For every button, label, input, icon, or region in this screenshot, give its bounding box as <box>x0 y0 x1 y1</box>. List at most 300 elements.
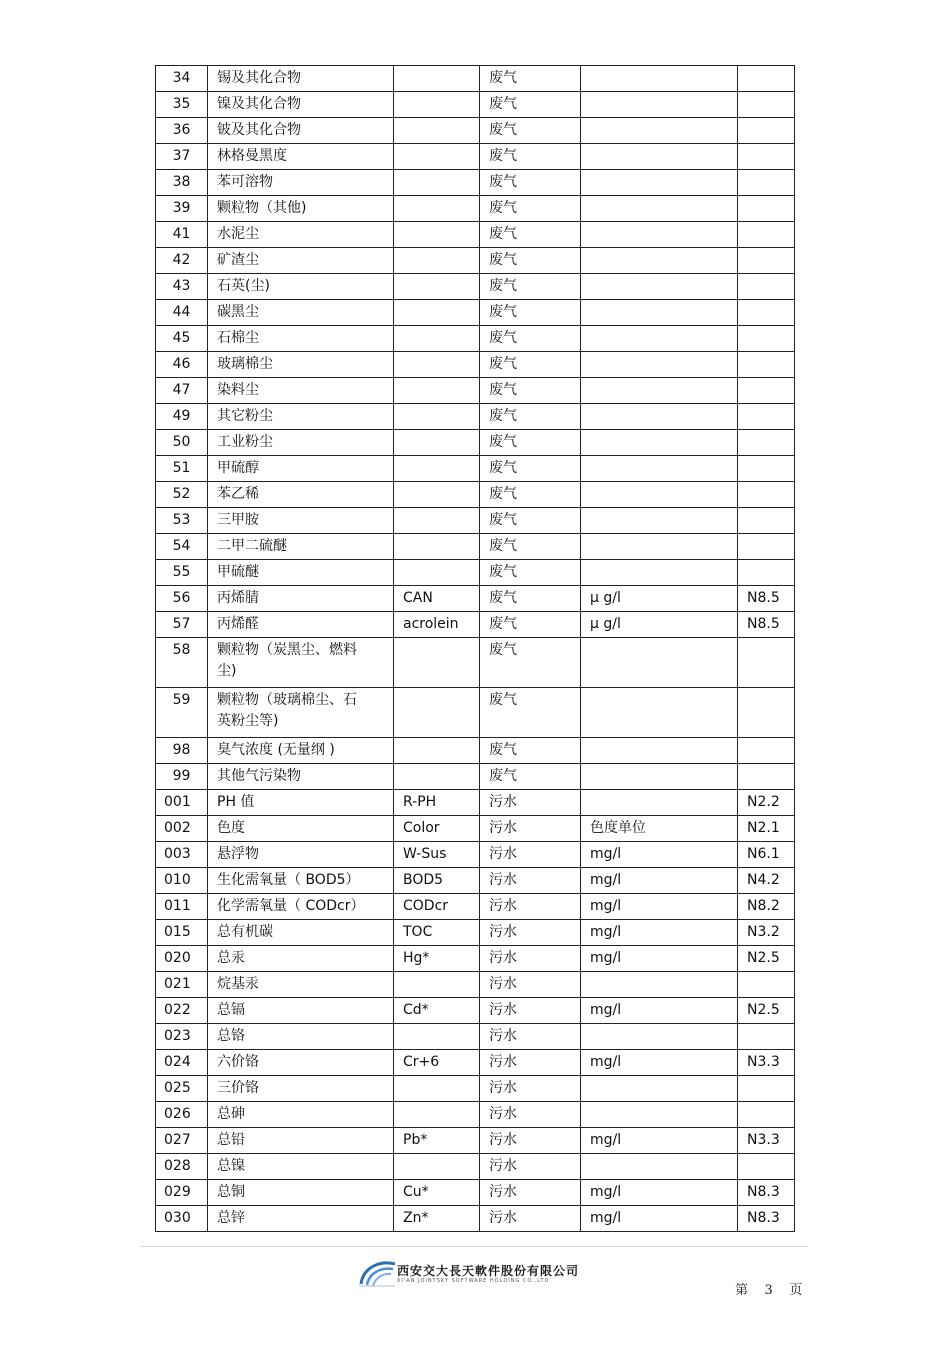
cell-no: 59 <box>156 688 208 738</box>
cell-name: 总镉 <box>208 998 394 1024</box>
table-row <box>156 1050 795 1076</box>
cell-code <box>394 144 480 170</box>
cell-type: 废气 <box>480 534 581 560</box>
table-body <box>156 66 795 1232</box>
cell-name: 颗粒物（玻璃棉尘、石 英粉尘等) <box>208 688 394 738</box>
cell-std: N8.3 <box>738 1206 795 1232</box>
cell-no: 003 <box>156 842 208 868</box>
cell-std: N3.2 <box>738 920 795 946</box>
cell-std: N2.5 <box>738 998 795 1024</box>
cell-no: 55 <box>156 560 208 586</box>
cell-std <box>738 1102 795 1128</box>
cell-unit: mg/l <box>581 842 738 868</box>
cell-name: 丙烯腈 <box>208 586 394 612</box>
cell-std <box>738 482 795 508</box>
table-row <box>156 1128 795 1154</box>
cell-code: Cd* <box>394 998 480 1024</box>
cell-name: 总铬 <box>208 1024 394 1050</box>
cell-type: 污水 <box>480 790 581 816</box>
cell-type: 废气 <box>480 482 581 508</box>
cell-no: 027 <box>156 1128 208 1154</box>
cell-std: N8.5 <box>738 586 795 612</box>
cell-unit <box>581 326 738 352</box>
cell-std <box>738 560 795 586</box>
cell-name: 总铜 <box>208 1180 394 1206</box>
cell-name: 染料尘 <box>208 378 394 404</box>
cell-type: 废气 <box>480 196 581 222</box>
cell-std <box>738 508 795 534</box>
cell-code: Color <box>394 816 480 842</box>
cell-no: 34 <box>156 66 208 92</box>
table-row <box>156 534 795 560</box>
table-row <box>156 972 795 998</box>
cell-no: 028 <box>156 1154 208 1180</box>
cell-no: 37 <box>156 144 208 170</box>
cell-type: 废气 <box>480 508 581 534</box>
footer-divider <box>140 1246 808 1247</box>
cell-type: 废气 <box>480 248 581 274</box>
cell-code: TOC <box>394 920 480 946</box>
cell-code <box>394 300 480 326</box>
cell-unit <box>581 738 738 764</box>
cell-no: 39 <box>156 196 208 222</box>
cell-name: 石棉尘 <box>208 326 394 352</box>
table-row <box>156 1102 795 1128</box>
logo-company-name-en: XI'AN JOINTSKY SOFTWARE HOLDING CO.,LTD <box>397 1278 550 1284</box>
cell-name: 生化需氧量（ BOD5） <box>208 868 394 894</box>
cell-code <box>394 196 480 222</box>
cell-code <box>394 92 480 118</box>
cell-name: 总镍 <box>208 1154 394 1180</box>
cell-std <box>738 326 795 352</box>
cell-std: N2.2 <box>738 790 795 816</box>
cell-no: 42 <box>156 248 208 274</box>
pollutant-code-table <box>155 65 795 1232</box>
cell-unit <box>581 1024 738 1050</box>
table-row <box>156 378 795 404</box>
cell-std <box>738 66 795 92</box>
cell-name: 三甲胺 <box>208 508 394 534</box>
cell-name: 烷基汞 <box>208 972 394 998</box>
table-row <box>156 222 795 248</box>
cell-unit <box>581 92 738 118</box>
cell-unit <box>581 300 738 326</box>
cell-type: 废气 <box>480 92 581 118</box>
cell-no: 002 <box>156 816 208 842</box>
logo-company-name: 西安交大長天軟件股份有限公司 <box>397 1264 580 1278</box>
table-row <box>156 118 795 144</box>
cell-no: 52 <box>156 482 208 508</box>
cell-std <box>738 170 795 196</box>
cell-type: 污水 <box>480 868 581 894</box>
cell-code <box>394 1154 480 1180</box>
cell-std: N3.3 <box>738 1128 795 1154</box>
cell-unit: mg/l <box>581 868 738 894</box>
cell-std <box>738 300 795 326</box>
cell-code: Hg* <box>394 946 480 972</box>
cell-code <box>394 638 480 688</box>
table-row <box>156 456 795 482</box>
cell-no: 024 <box>156 1050 208 1076</box>
table-row <box>156 274 795 300</box>
cell-code <box>394 534 480 560</box>
cell-name: 工业粉尘 <box>208 430 394 456</box>
table-row <box>156 816 795 842</box>
table-row <box>156 482 795 508</box>
cell-type: 废气 <box>480 118 581 144</box>
cell-std: N4.2 <box>738 868 795 894</box>
cell-name: 三价铬 <box>208 1076 394 1102</box>
cell-type: 污水 <box>480 946 581 972</box>
cell-std <box>738 456 795 482</box>
cell-code <box>394 248 480 274</box>
cell-code <box>394 1076 480 1102</box>
cell-code <box>394 170 480 196</box>
cell-type: 废气 <box>480 404 581 430</box>
table-row <box>156 920 795 946</box>
table-row <box>156 842 795 868</box>
cell-name: 铍及其化合物 <box>208 118 394 144</box>
cell-code <box>394 66 480 92</box>
cell-unit <box>581 790 738 816</box>
cell-name: 总汞 <box>208 946 394 972</box>
cell-no: 015 <box>156 920 208 946</box>
cell-code: CODcr <box>394 894 480 920</box>
cell-unit <box>581 508 738 534</box>
cell-code <box>394 274 480 300</box>
cell-unit <box>581 170 738 196</box>
cell-name: 石英(尘) <box>208 274 394 300</box>
cell-type: 废气 <box>480 144 581 170</box>
cell-name: 颗粒物（炭黑尘、燃料 尘) <box>208 638 394 688</box>
cell-std <box>738 534 795 560</box>
cell-type: 废气 <box>480 300 581 326</box>
cell-code <box>394 688 480 738</box>
cell-code: Zn* <box>394 1206 480 1232</box>
cell-code <box>394 118 480 144</box>
cell-unit: mg/l <box>581 894 738 920</box>
cell-type: 废气 <box>480 738 581 764</box>
cell-code <box>394 352 480 378</box>
table-row <box>156 1154 795 1180</box>
cell-code <box>394 508 480 534</box>
cell-code <box>394 1024 480 1050</box>
cell-unit <box>581 378 738 404</box>
cell-type: 污水 <box>480 1128 581 1154</box>
cell-unit <box>581 1154 738 1180</box>
cell-type: 污水 <box>480 920 581 946</box>
table-row <box>156 1206 795 1232</box>
cell-name: PH 值 <box>208 790 394 816</box>
cell-unit <box>581 972 738 998</box>
cell-no: 001 <box>156 790 208 816</box>
table-row <box>156 738 795 764</box>
cell-type: 污水 <box>480 894 581 920</box>
cell-name: 总有机碳 <box>208 920 394 946</box>
table-row <box>156 1024 795 1050</box>
cell-unit: mg/l <box>581 1206 738 1232</box>
cell-no: 56 <box>156 586 208 612</box>
cell-unit <box>581 764 738 790</box>
cell-no: 029 <box>156 1180 208 1206</box>
cell-name: 镍及其化合物 <box>208 92 394 118</box>
cell-unit: mg/l <box>581 998 738 1024</box>
cell-type: 废气 <box>480 352 581 378</box>
cell-name: 碳黑尘 <box>208 300 394 326</box>
cell-type: 污水 <box>480 972 581 998</box>
cell-no: 020 <box>156 946 208 972</box>
cell-unit <box>581 222 738 248</box>
cell-std <box>738 248 795 274</box>
cell-type: 废气 <box>480 560 581 586</box>
table-row <box>156 1180 795 1206</box>
cell-type: 废气 <box>480 586 581 612</box>
cell-no: 54 <box>156 534 208 560</box>
cell-code: CAN <box>394 586 480 612</box>
table-row <box>156 326 795 352</box>
cell-code: Cr+6 <box>394 1050 480 1076</box>
cell-type: 废气 <box>480 688 581 738</box>
cell-type: 废气 <box>480 612 581 638</box>
table-row <box>156 998 795 1024</box>
cell-code <box>394 1102 480 1128</box>
cell-std: N6.1 <box>738 842 795 868</box>
table-row <box>156 404 795 430</box>
cell-name: 丙烯醛 <box>208 612 394 638</box>
cell-no: 41 <box>156 222 208 248</box>
cell-no: 57 <box>156 612 208 638</box>
cell-std: N8.2 <box>738 894 795 920</box>
cell-name: 玻璃棉尘 <box>208 352 394 378</box>
cell-unit <box>581 66 738 92</box>
cell-name: 矿渣尘 <box>208 248 394 274</box>
cell-unit: mg/l <box>581 1180 738 1206</box>
cell-code <box>394 560 480 586</box>
cell-type: 污水 <box>480 1180 581 1206</box>
table-row <box>156 560 795 586</box>
cell-std <box>738 378 795 404</box>
cell-type: 废气 <box>480 638 581 688</box>
cell-type: 废气 <box>480 170 581 196</box>
cell-no: 35 <box>156 92 208 118</box>
cell-name: 颗粒物（其他) <box>208 196 394 222</box>
cell-unit: mg/l <box>581 1050 738 1076</box>
cell-std <box>738 144 795 170</box>
cell-unit: μ g/l <box>581 586 738 612</box>
cell-no: 010 <box>156 868 208 894</box>
cell-unit: 色度单位 <box>581 816 738 842</box>
page-number: 第 3 页 <box>735 1283 803 1298</box>
cell-unit <box>581 482 738 508</box>
cell-code <box>394 482 480 508</box>
table-row <box>156 612 795 638</box>
cell-no: 99 <box>156 764 208 790</box>
cell-no: 025 <box>156 1076 208 1102</box>
table-row <box>156 430 795 456</box>
cell-name: 臭气浓度 (无量纲 ) <box>208 738 394 764</box>
cell-unit <box>581 430 738 456</box>
table-row <box>156 352 795 378</box>
cell-type: 污水 <box>480 1024 581 1050</box>
cell-type: 污水 <box>480 1076 581 1102</box>
cell-name: 六价铬 <box>208 1050 394 1076</box>
cell-code: W-Sus <box>394 842 480 868</box>
cell-name: 锡及其化合物 <box>208 66 394 92</box>
cell-type: 废气 <box>480 274 581 300</box>
cell-code <box>394 972 480 998</box>
cell-std <box>738 92 795 118</box>
cell-type: 废气 <box>480 764 581 790</box>
cell-std <box>738 1024 795 1050</box>
cell-code <box>394 738 480 764</box>
cell-code: acrolein <box>394 612 480 638</box>
cell-unit: mg/l <box>581 920 738 946</box>
table-row <box>156 868 795 894</box>
logo-swoosh-icon <box>357 1258 397 1288</box>
cell-name: 总锌 <box>208 1206 394 1232</box>
cell-code <box>394 456 480 482</box>
cell-no: 43 <box>156 274 208 300</box>
cell-type: 废气 <box>480 222 581 248</box>
cell-name: 其它粉尘 <box>208 404 394 430</box>
cell-std <box>738 972 795 998</box>
cell-no: 51 <box>156 456 208 482</box>
table-row <box>156 92 795 118</box>
cell-name: 色度 <box>208 816 394 842</box>
table-row <box>156 790 795 816</box>
cell-unit <box>581 196 738 222</box>
table-row <box>156 170 795 196</box>
cell-code <box>394 404 480 430</box>
cell-no: 026 <box>156 1102 208 1128</box>
cell-unit: μ g/l <box>581 612 738 638</box>
cell-code: Pb* <box>394 1128 480 1154</box>
cell-unit <box>581 688 738 738</box>
table-row <box>156 144 795 170</box>
cell-code: Cu* <box>394 1180 480 1206</box>
cell-unit: mg/l <box>581 946 738 972</box>
cell-std: N8.3 <box>738 1180 795 1206</box>
cell-std: N3.3 <box>738 1050 795 1076</box>
cell-no: 44 <box>156 300 208 326</box>
cell-std <box>738 738 795 764</box>
cell-unit <box>581 534 738 560</box>
cell-code <box>394 430 480 456</box>
cell-unit <box>581 118 738 144</box>
cell-unit <box>581 274 738 300</box>
cell-no: 45 <box>156 326 208 352</box>
table-row <box>156 894 795 920</box>
pollutant-code-table-container <box>155 65 794 1232</box>
cell-unit <box>581 456 738 482</box>
cell-std: N8.5 <box>738 612 795 638</box>
cell-name: 林格曼黑度 <box>208 144 394 170</box>
cell-code <box>394 326 480 352</box>
table-row <box>156 764 795 790</box>
cell-std <box>738 688 795 738</box>
cell-unit <box>581 404 738 430</box>
cell-name: 水泥尘 <box>208 222 394 248</box>
cell-unit <box>581 1102 738 1128</box>
cell-type: 废气 <box>480 430 581 456</box>
table-row <box>156 638 795 688</box>
cell-no: 021 <box>156 972 208 998</box>
cell-std <box>738 222 795 248</box>
cell-std <box>738 430 795 456</box>
cell-unit <box>581 1076 738 1102</box>
cell-std <box>738 404 795 430</box>
cell-std <box>738 118 795 144</box>
cell-name: 化学需氧量（ CODcr） <box>208 894 394 920</box>
company-logo <box>357 1258 589 1288</box>
cell-no: 030 <box>156 1206 208 1232</box>
cell-name: 总铅 <box>208 1128 394 1154</box>
cell-type: 污水 <box>480 1102 581 1128</box>
cell-code: BOD5 <box>394 868 480 894</box>
cell-no: 36 <box>156 118 208 144</box>
cell-no: 50 <box>156 430 208 456</box>
cell-no: 46 <box>156 352 208 378</box>
cell-code <box>394 378 480 404</box>
cell-unit <box>581 352 738 378</box>
cell-type: 污水 <box>480 998 581 1024</box>
cell-unit: mg/l <box>581 1128 738 1154</box>
table-row <box>156 66 795 92</box>
cell-std <box>738 764 795 790</box>
cell-name: 甲硫醇 <box>208 456 394 482</box>
table-row <box>156 1076 795 1102</box>
cell-std <box>738 1154 795 1180</box>
cell-std <box>738 1076 795 1102</box>
cell-name: 苯可溶物 <box>208 170 394 196</box>
table-row <box>156 248 795 274</box>
cell-unit <box>581 560 738 586</box>
cell-no: 022 <box>156 998 208 1024</box>
cell-std <box>738 196 795 222</box>
cell-std <box>738 638 795 688</box>
table-row <box>156 688 795 738</box>
table-row <box>156 300 795 326</box>
cell-no: 53 <box>156 508 208 534</box>
cell-name: 总砷 <box>208 1102 394 1128</box>
cell-type: 废气 <box>480 326 581 352</box>
cell-name: 其他气污染物 <box>208 764 394 790</box>
table-row <box>156 586 795 612</box>
cell-name: 悬浮物 <box>208 842 394 868</box>
cell-std: N2.1 <box>738 816 795 842</box>
cell-no: 023 <box>156 1024 208 1050</box>
cell-no: 98 <box>156 738 208 764</box>
table-row <box>156 508 795 534</box>
cell-std <box>738 274 795 300</box>
cell-code <box>394 764 480 790</box>
cell-unit <box>581 248 738 274</box>
cell-unit <box>581 638 738 688</box>
cell-name: 甲硫醚 <box>208 560 394 586</box>
cell-no: 011 <box>156 894 208 920</box>
table-row <box>156 946 795 972</box>
cell-name: 苯乙稀 <box>208 482 394 508</box>
cell-no: 58 <box>156 638 208 688</box>
cell-std <box>738 352 795 378</box>
cell-type: 废气 <box>480 378 581 404</box>
cell-type: 污水 <box>480 1206 581 1232</box>
cell-type: 废气 <box>480 456 581 482</box>
cell-code: R-PH <box>394 790 480 816</box>
cell-type: 污水 <box>480 1154 581 1180</box>
cell-unit <box>581 144 738 170</box>
cell-no: 38 <box>156 170 208 196</box>
